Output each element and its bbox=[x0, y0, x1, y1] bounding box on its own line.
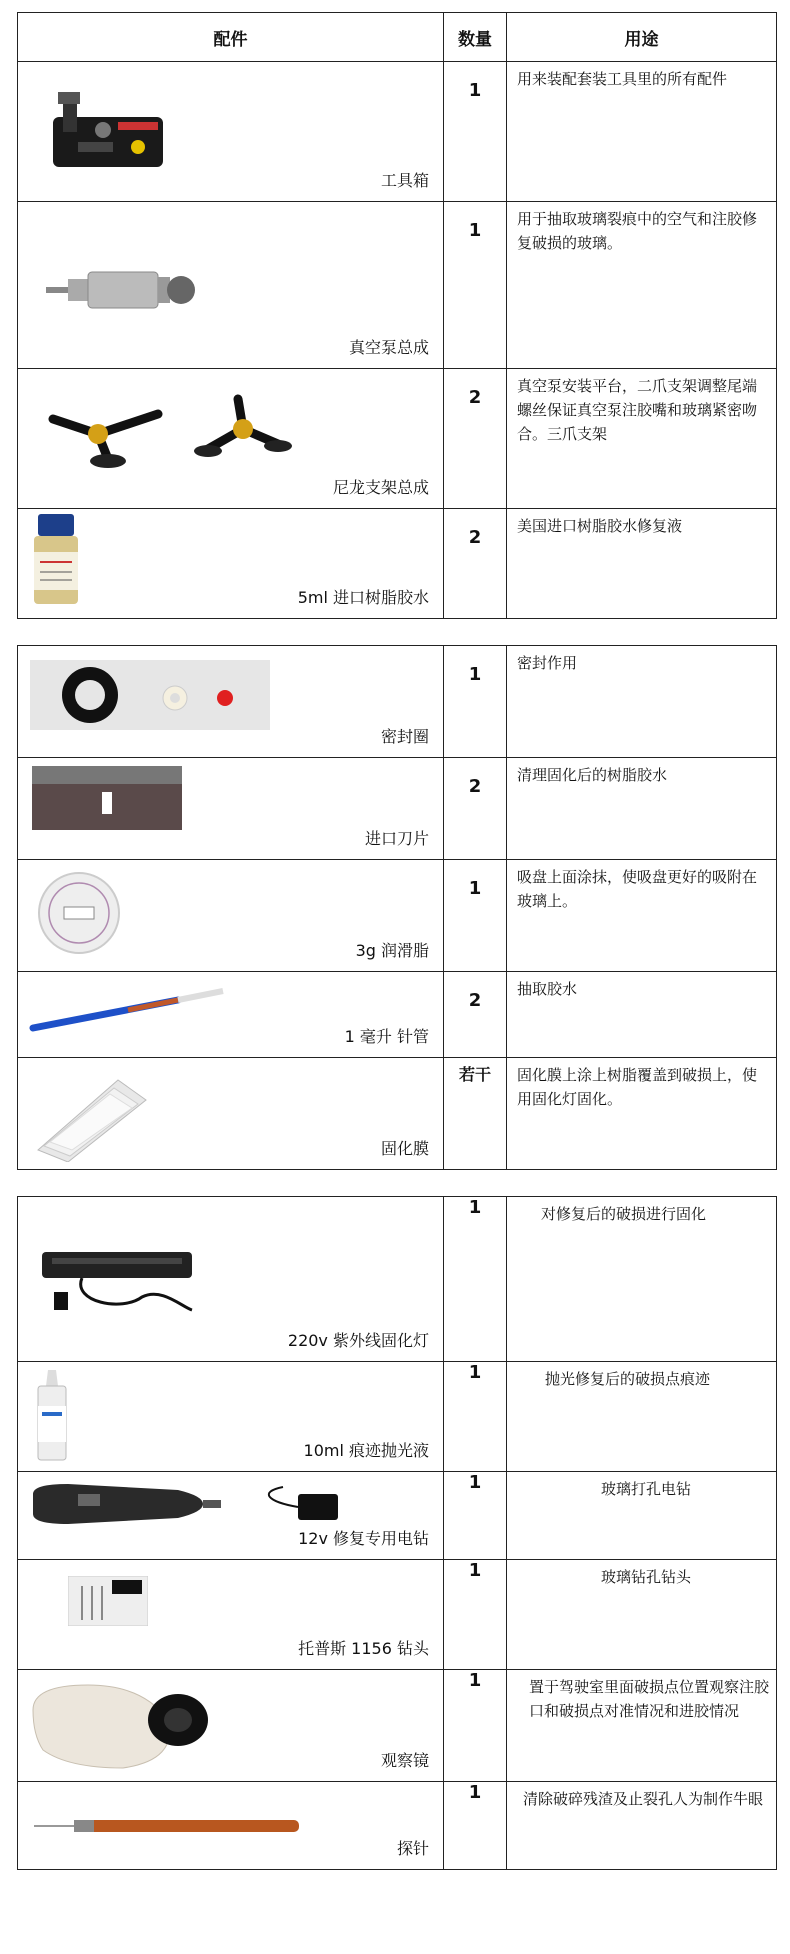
item-cell bbox=[18, 1058, 444, 1170]
item-usage: 置于驾驶室里面破损点位置观察注胶口和破损点对准情况和进胶情况 bbox=[529, 1678, 770, 1720]
table-row bbox=[18, 1058, 777, 1170]
item-qty: 1 bbox=[468, 1362, 482, 1383]
item-cell bbox=[18, 1197, 444, 1362]
item-cell bbox=[18, 1560, 444, 1670]
item-qty: 2 bbox=[468, 990, 482, 1011]
item-usage: 固化膜上涂上树脂覆盖到破损上，使用固化灯固化。 bbox=[517, 1066, 758, 1108]
item-usage: 玻璃打孔电钻 bbox=[601, 1480, 692, 1498]
item-cell bbox=[18, 860, 444, 972]
razor-blade-photo bbox=[32, 766, 182, 830]
inspection-mirror-photo bbox=[28, 1680, 218, 1770]
item-usage: 吸盘上面涂抹，使吸盘更好的吸附在玻璃上。 bbox=[517, 868, 758, 910]
vacuum-pump-photo bbox=[46, 267, 206, 317]
item-usage: 真空泵安装平台，二爪支架调整尾端螺丝保证真空泵注胶嘴和玻璃紧密吻合。三爪支架 bbox=[517, 377, 758, 443]
item-name: 固化膜 bbox=[380, 1139, 429, 1158]
item-name: 进口刀片 bbox=[364, 829, 429, 848]
item-name: 10ml 痕迹抛光液 bbox=[303, 1441, 429, 1460]
item-name: 3g 润滑脂 bbox=[355, 941, 429, 960]
polish-bottle-photo bbox=[32, 1370, 72, 1462]
item-name: 观察镜 bbox=[380, 1751, 429, 1770]
table-row bbox=[18, 62, 777, 202]
item-qty: 1 bbox=[468, 1782, 482, 1803]
item-cell bbox=[18, 1472, 444, 1560]
usage-cell bbox=[507, 1560, 777, 1670]
accessory-table-1 bbox=[17, 12, 777, 619]
item-qty: 1 bbox=[468, 878, 482, 899]
drill-bit-photo bbox=[68, 1576, 148, 1626]
item-name: 12v 修复专用电钻 bbox=[298, 1529, 429, 1548]
table-row bbox=[18, 202, 777, 369]
accessory-table-2 bbox=[17, 645, 777, 1170]
item-qty: 2 bbox=[468, 776, 482, 797]
electric-drill-photo bbox=[28, 1482, 368, 1532]
item-name: 1 毫升 针管 bbox=[344, 1027, 429, 1046]
usage-cell bbox=[507, 758, 777, 860]
resin-bottle-photo bbox=[26, 514, 86, 606]
item-cell bbox=[18, 1670, 444, 1782]
qty-cell bbox=[444, 1362, 507, 1472]
table-row bbox=[18, 758, 777, 860]
item-qty: 1 bbox=[468, 664, 482, 685]
nylon-bracket-photo bbox=[38, 389, 298, 469]
qty-cell bbox=[444, 758, 507, 860]
qty-cell bbox=[444, 972, 507, 1058]
item-usage: 用于抽取玻璃裂痕中的空气和注胶修复破损的玻璃。 bbox=[517, 210, 758, 252]
qty-cell bbox=[444, 1670, 507, 1782]
table-row bbox=[18, 1560, 777, 1670]
usage-cell bbox=[507, 509, 777, 619]
qty-cell bbox=[444, 1058, 507, 1170]
table-row bbox=[18, 860, 777, 972]
curing-film-photo bbox=[28, 1070, 148, 1162]
usage-cell bbox=[507, 202, 777, 369]
item-usage: 清理固化后的树脂胶水 bbox=[517, 766, 668, 784]
table-header-row bbox=[18, 13, 777, 62]
item-qty: 1 bbox=[468, 80, 482, 101]
uv-lamp-photo bbox=[42, 1252, 202, 1322]
item-cell bbox=[18, 202, 444, 369]
item-cell bbox=[18, 369, 444, 509]
table-row bbox=[18, 1362, 777, 1472]
header-quantity: 数量 bbox=[444, 13, 507, 62]
header-accessory: 配件 bbox=[18, 13, 444, 62]
usage-cell bbox=[507, 1058, 777, 1170]
item-name: 真空泵总成 bbox=[348, 338, 429, 357]
item-name: 5ml 进口树脂胶水 bbox=[297, 588, 429, 607]
qty-cell bbox=[444, 62, 507, 202]
item-cell bbox=[18, 758, 444, 860]
table-row bbox=[18, 509, 777, 619]
usage-cell bbox=[507, 860, 777, 972]
header-usage: 用途 bbox=[507, 13, 777, 62]
item-name: 工具箱 bbox=[380, 171, 429, 190]
qty-cell bbox=[444, 1560, 507, 1670]
item-usage: 用来装配套装工具里的所有配件 bbox=[517, 70, 728, 88]
usage-cell bbox=[507, 646, 777, 758]
grease-tin-photo bbox=[36, 870, 122, 956]
qty-cell bbox=[444, 509, 507, 619]
item-qty: 1 bbox=[468, 220, 482, 241]
item-usage: 玻璃钻孔钻头 bbox=[601, 1568, 692, 1586]
item-usage: 对修复后的破损进行固化 bbox=[541, 1205, 707, 1223]
table-row bbox=[18, 1472, 777, 1560]
table-row bbox=[18, 1670, 777, 1782]
usage-cell bbox=[507, 1362, 777, 1472]
item-usage: 抽取胶水 bbox=[517, 980, 578, 998]
usage-cell bbox=[507, 1197, 777, 1362]
qty-cell bbox=[444, 1472, 507, 1560]
item-name: 密封圈 bbox=[380, 727, 429, 746]
item-cell bbox=[18, 1362, 444, 1472]
qty-cell bbox=[444, 202, 507, 369]
item-cell bbox=[18, 646, 444, 758]
item-name: 探针 bbox=[396, 1839, 429, 1858]
item-qty: 1 bbox=[468, 1560, 482, 1581]
table-row bbox=[18, 369, 777, 509]
probe-photo bbox=[34, 1814, 304, 1838]
qty-cell bbox=[444, 646, 507, 758]
usage-cell bbox=[507, 972, 777, 1058]
item-qty: 1 bbox=[468, 1670, 482, 1691]
usage-cell bbox=[507, 369, 777, 509]
item-name: 托普斯 1156 钻头 bbox=[298, 1639, 429, 1658]
item-name: 220v 紫外线固化灯 bbox=[287, 1331, 429, 1350]
table-row bbox=[18, 646, 777, 758]
table-row bbox=[18, 1197, 777, 1362]
item-qty: 若干 bbox=[458, 1065, 491, 1084]
item-cell bbox=[18, 62, 444, 202]
usage-cell bbox=[507, 1472, 777, 1560]
qty-cell bbox=[444, 1197, 507, 1362]
item-usage: 清除破碎残渣及止裂孔人为制作牛眼 bbox=[523, 1790, 764, 1808]
item-cell bbox=[18, 972, 444, 1058]
toolbox-photo bbox=[48, 82, 168, 172]
item-usage: 密封作用 bbox=[517, 654, 578, 672]
table-row bbox=[18, 1782, 777, 1870]
qty-cell bbox=[444, 860, 507, 972]
usage-cell bbox=[507, 1670, 777, 1782]
qty-cell bbox=[444, 369, 507, 509]
item-qty: 1 bbox=[468, 1472, 482, 1493]
item-qty: 1 bbox=[468, 1197, 482, 1218]
item-qty: 2 bbox=[468, 527, 482, 548]
syringe-photo bbox=[28, 986, 228, 1036]
table-row bbox=[18, 972, 777, 1058]
usage-cell bbox=[507, 1782, 777, 1870]
usage-cell bbox=[507, 62, 777, 202]
item-usage: 美国进口树脂胶水修复液 bbox=[517, 517, 683, 535]
item-usage: 抛光修复后的破损点痕迹 bbox=[545, 1370, 711, 1388]
item-cell bbox=[18, 509, 444, 619]
item-name: 尼龙支架总成 bbox=[332, 478, 429, 497]
item-qty: 2 bbox=[468, 387, 482, 408]
accessory-table-3 bbox=[17, 1196, 777, 1870]
seal-ring-photo bbox=[30, 660, 270, 730]
qty-cell bbox=[444, 1782, 507, 1870]
item-cell bbox=[18, 1782, 444, 1870]
